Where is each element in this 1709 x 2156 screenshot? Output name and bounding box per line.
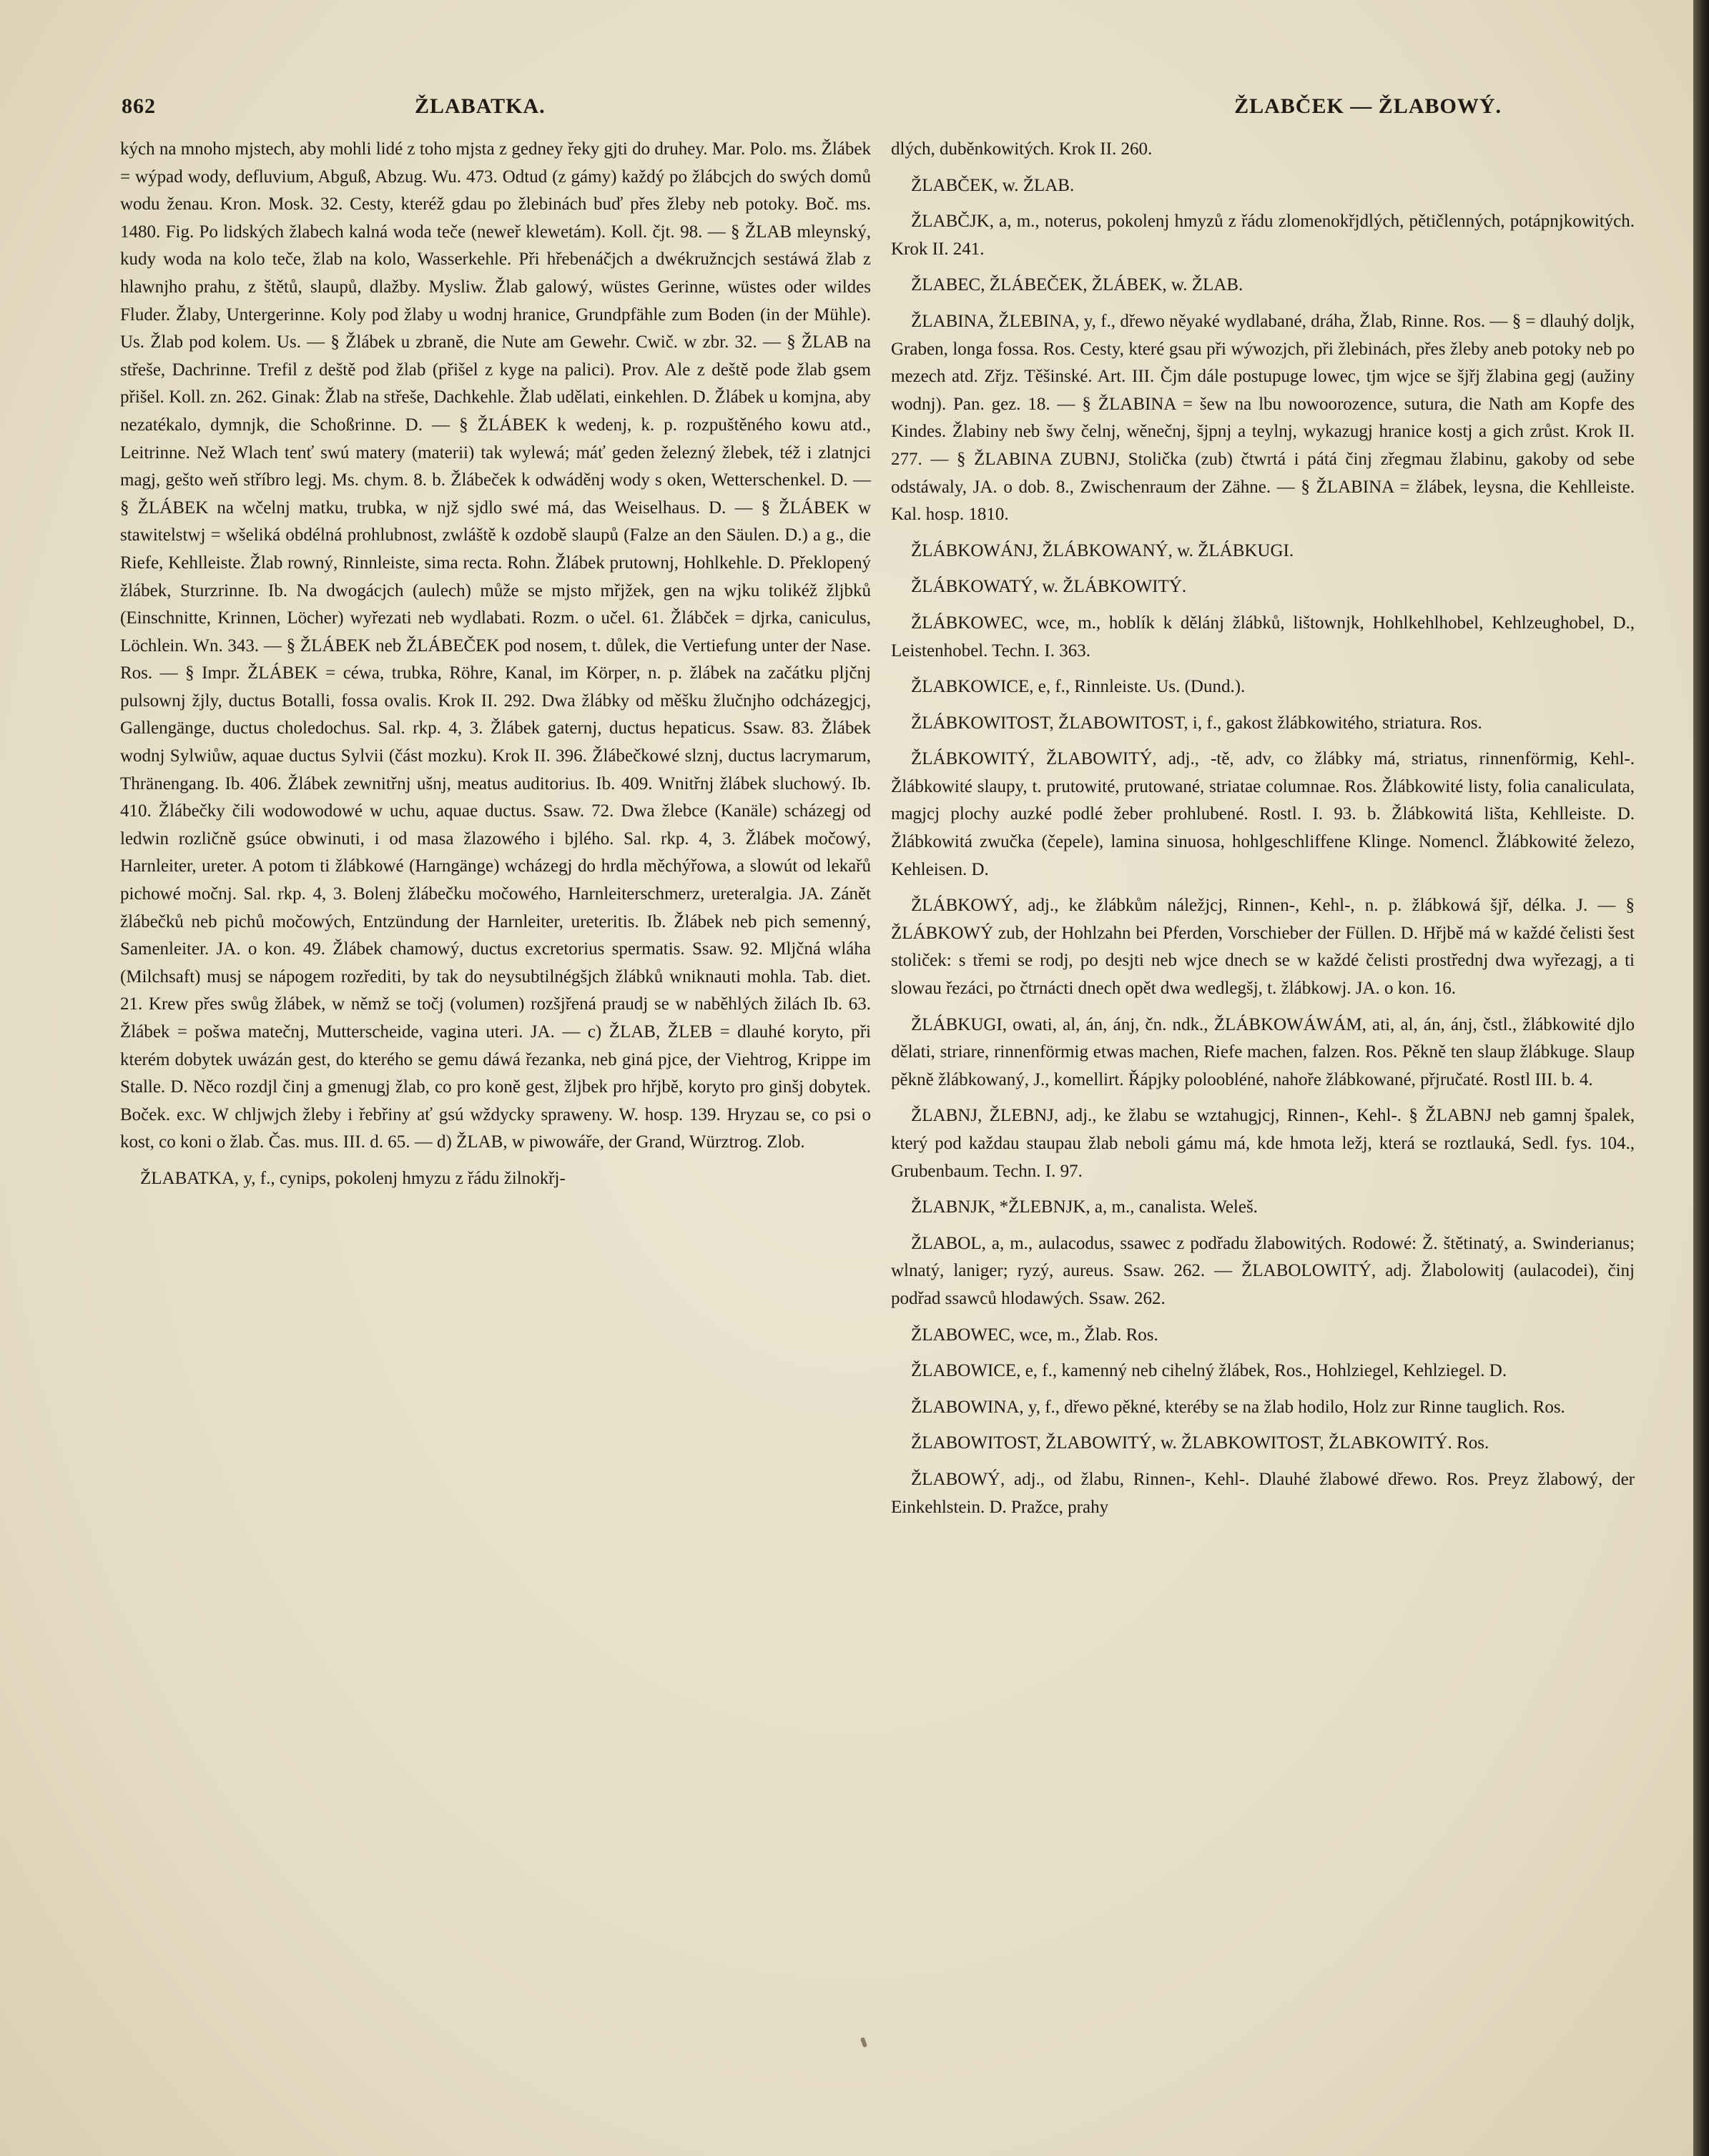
entry-zlabatka-continued: dlých, duběnkowitých. Krok II. 260. — [891, 139, 1153, 159]
right-running-head: ŽLABČEK — ŽLABOWÝ. — [1234, 94, 1502, 118]
entry-zlabkowec: ŽLÁBKOWEC, wce, m., hoblík k dělánj žlábků, lištownjk, Hohlkehlhobel, Kehlzeughobel, D., Leistenhobel. Techn. I. 363. — [891, 613, 1635, 661]
right-column — [891, 136, 1635, 1530]
entry-zlabkowice: ŽLABKOWICE, e, f., Rinnleiste. Us. (Dund.). — [911, 677, 1246, 697]
page-number: 862 — [122, 94, 156, 118]
entry-zlabowec: ŽLABOWEC, wce, m., Žlab. Ros. — [911, 1325, 1158, 1345]
entry-zlabcjk: ŽLABČJK, a, m., noterus, pokolenj hmyzů z řádu zlomenokřjdlých, pětičlenných, potápnjkowitých. Krok II. 241. — [891, 212, 1635, 259]
book-spine-edge — [1693, 0, 1709, 2156]
entry-zlabowice: ŽLABOWICE, e, f., kamenný neb cihelný žlábek, Ros., Hohlziegel, Kehlziegel. D. — [911, 1361, 1507, 1381]
entry-zlabnjk: ŽLABNJK, *ŽLEBNJK, a, m., canalista. Weleš. — [911, 1197, 1258, 1217]
entry-zlabkowity: ŽLÁBKOWITÝ, ŽLABOWITÝ, adj., -tě, adv, co žlábky má, striatus, rinnenförmig, Kehl-. Žlábkowité slaupy, t. prutowité, prutowané, striatae columnae. Ros. Žlábkowité listy, folia canaliculata, magjcj plochy auzké podlé žeber prohlubené. Rostl. I. 93. b. Žlábkowitá lišta, Kehlleiste. D. Žlábkowitá zwučka (čepele), lamina sinuosa, hohlgeschliffene Klinge. Nomencl. Žlábkowité železo, Kehleisen. D. — [891, 749, 1635, 879]
entry-continuation: kých na mnoho mjstech, aby mohli lidé z toho mjsta z gedney řeky gjti do druhey. Mar. Polo. ms. Žlábek = wýpad wody, defluvium, Abguß, Abzug. Wu. 473. Odtud (z gámy) každý po žlábcjch do swých domů wodu ženau. Kron. Mosk. 32. Cesty, kteréž gdau po žlebinách buď přes žleby neb potoky. Boč. ms. 1480. Fig. Po lidských žlabech kalná woda teče (neweř klewetám). Koll. čjt. 98. — § ŽLAB mleynský, kudy woda na kolo teče, žlab na kolo, Wasserkehle. Při hřebenáčjch a dwékružncjch sestáwá žlab z hlawnjho prahu, z štětů, slaupů, dlažby. Mysliw. Žlab galowý, wüstes Gerinne, wüstes oder wildes Fluder. Žlaby, Untergerinne. Koly pod žlaby u wodnj hranice, Grundpfähle zum Boden (in der Mühle). Us. Žlab pod kolem. Us. — § Žlábek u zbraně, die Nute am Gewehr. Cwič. w zbr. 32. — § ŽLAB na střeše, Dachrinne. Trefil z deště pod žlab (přišel z kyge na palici). Prov. Ale z deště pode žlab gsem přišel. Koll. zn. 262. Ginak: Žlab na střeše, Dachkehle. Žlab udělati, einkehlen. D. Žlábek u komjna, aby nezatékalo, dymnjk, die Schoßrinne. D. — § ŽLÁBEK k wedenj, k. p. rozpuštěného kowu atd., Leitrinne. Než Wlach tenť swú matery (materii) tak wylewá; máť geden železný žlebek, též i zlatnjci magj, gešto weň stříbro legj. Ms. chym. 8. b. Žlábeček k odwáděnj wody s oken, Wetterschenkel. D. — § ŽLÁBEK na wčelnj matku, trubka, w njž sjdlo swé má, das Weiselhaus. D. — § ŽLÁBEK w stawitelstwj = wšeliká obdélná prohlubnost, zwláště k ozdobě slaupů (Falze an den Säulen. D.) a g., die Riefe, Kehlleiste. Žlab rowný, Rinnleiste, sima recta. Rohn. Žlábek prutownj, Hohlkehle. D. Překlopený žlábek, Sturzrinne. Ib. Na dwogácjch (aulech) může se mjsto mřjžek, gen na wjku tolikéž žljbků (Einschnitte, Krinnen, Löcher) wyřezati neb wydlabati. Rozm. o učel. 61. Žlábček = djrka, caniculus, Löchlein. Wn. 343. — § ŽLÁBEK neb ŽLÁBEČEK pod nosem, t. důlek, die Vertiefung unter der Nase. Ros. — § Impr. ŽLÁBEK = céwa, trubka, Röhre, Kanal, im Körper, n. p. žlábek na začátku pljčnj pulsownj žjly, ductus Botalli, fossa ovalis. Krok II. 292. Dwa žlábky od měšku žlučnjho odcházegjcj, Gallengänge, ductus choledochus. Sal. rkp. 4, 3. Žlábek gaternj, ductus hepaticus. Ssaw. 83. Žlábek wodnj Sylwiůw, aquae ductus Sylvii (část mozku). Krok II. 396. Žlábečkowé slznj, ductus lacrymarum, Thränengang. Ib. 406. Žlábek zewnitřnj ušnj, meatus auditorius. Ib. 409. Wnitřnj žlábek sluchowý. Ib. 410. Žlábečky čili wodowodowé w uchu, aquae ductus. Ssaw. 72. Dwa žlebce (Kanäle) scházegj od ledwin rozličně gsúce obwinuti, i od masa žlazowého i bjlého. Sal. rkp. 4, 3. Žlábek močowý, Harnleiter, ureter. A potom ti žlábkowé (Harngänge) wcházegj do hrdla měchýřowa, a slowút od lekařů pichowé močnj. Sal. rkp. 4, 3. Bolenj žlábečku močowého, Harnleiterschmerz, ureteralgia. JA. Zánět žlábečků neb pichů močowých, Entzündung der Harnleiter, ureteritis. Ib. Žlábek neb pich semenný, Samenleiter. JA. o kon. 49. Žlábek chamowý, ductus excretorius spermatis. Ssaw. 92. Mljčná wláha (Milchsaft) musj se nápogem rozřediti, by tak do neysubtilnégšjch žlábků wniknauti mohla. Tab. diet. 21. Krew přes swůg žlábek, w němž se točj (volumen) rozšjřená praudj se w naběhlých žilách Ib. 63. Žlábek = pošwa matečnj, Mutterscheide, vagina uteri. JA. — c) ŽLAB, ŽLEB = dlauhé koryto, při kterém dobytek uwázán gest, do kterého se gemu dáwá řezanka, neb giná pjce, der Viehtrog, Krippe im Stalle. D. Něco rozdjl činj a gmenugj žlab, co pro koně gest, žljbek pro hřjbě, koryto pro ginšj dobytek. Boček. exc. W chljwjch žleby i řebřiny ať gsú wždycky spraweny. W. hosp. 139. Hryzau se, co psi o kost, co koni o žlab. Čas. mus. III. d. 65. — d) ŽLAB, w piwowáře, der Grand, Würztrog. Zlob. — [120, 139, 871, 1152]
entry-zlabkugi: ŽLÁBKUGI, owati, al, án, ánj, čn. ndk., ŽLÁBKOWÁWÁM, ati, al, án, ánj, čstl., žlábkowité djlo dělati, striare, rinnenförmig etwas machen, Riefe machen, falzen. Ros. Pěkně ten slaup žlábkuge. Slaup pěkně žlábkowaný, J., komellirt. Řápjky poloobléné, nahoře žlábkowané, přjručaté. Rostl III. b. 4. — [891, 1014, 1635, 1089]
ink-mark — [860, 2037, 867, 2047]
entry-zlabec: ŽLABEC, ŽLÁBEČEK, ŽLÁBEK, w. ŽLAB. — [911, 275, 1243, 295]
left-running-head: ŽLABATKA. — [415, 94, 546, 118]
entry-zlabatka: ŽLABATKA, y, f., cynips, pokolenj hmyzu z řádu žilnokřj- — [140, 1168, 566, 1188]
entry-zlabkowaty: ŽLÁBKOWATÝ, w. ŽLÁBKOWITÝ. — [911, 577, 1187, 597]
entry-zlabowy: ŽLABOWÝ, adj., od žlabu, Rinnen-, Kehl-. Dlauhé žlabowé dřewo. Ros. Preyz žlabowý, der Einkehlstein. D. Pražce, prahy — [891, 1469, 1635, 1517]
entry-zlabnj: ŽLABNJ, ŽLEBNJ, adj., ke žlabu se wztahugjcj, Rinnen-, Kehl-. § ŽLABNJ neb gamnj špalek, který pod každau staupau žlab neboli gámu má, kde hmota ležj, která se roztlauká, Sedl. fys. 104., Grubenbaum. Techn. I. 97. — [891, 1106, 1635, 1181]
entry-zlabkowitost: ŽLÁBKOWITOST, ŽLABOWITOST, i, f., gakost žlábkowitého, striatura. Ros. — [911, 713, 1482, 733]
entry-zlabowitost: ŽLABOWITOST, ŽLABOWITÝ, w. ŽLABKOWITOST, ŽLABKOWITÝ. Ros. — [911, 1433, 1489, 1453]
entry-zlabowina: ŽLABOWINA, y, f., dřewo pěkné, kteréby se na žlab hodilo, Holz zur Rinne tauglich. Ros. — [911, 1397, 1565, 1417]
entry-zlabkowy: ŽLÁBKOWÝ, adj., ke žlábkům náležjcj, Rinnen-, Kehl-, n. p. žlábkowá šjř, délka. J. — § ŽLÁBKOWÝ zub, der Hohlzahn bei Pferden, Vorschieber der Füllen. D. Hřjbě má w každé čelisti šest stoliček: s třemi se rodj, po desjti neb wjce dnech se w každé čelisti prostřednj dwa wyřezagj, a ti slowau řezáci, po čtrnácti dnech opět dwa wedlegšj, t. žlábkowj. JA. o kon. 16. — [891, 896, 1635, 999]
entry-zlabina: ŽLABINA, ŽLEBINA, y, f., dřewo něyaké wydlabané, dráha, Žlab, Rinne. Ros. — § = dlauhý doljk, Graben, longa fossa. Ros. Cesty, které gsau při wýwozjch, při žlebinách, přes žleby aneb potoky neb po mezech atd. Zřjz. Těšinské. Art. III. Čjm dále postupuge lowec, tjm wjce se šjřj žlabina gegj (aužiny wodnj). Pan. gez. 18. — § ŽLABINA = šew na lbu nowoorozence, sutura, die Nath am Kopfe des Kindes. Žlabiny neb šwy čelnj, wěnečnj, šjpnj a teylnj, wykazugj hranice kostj a gich zrůst. Krok II. 277. — § ŽLABINA ZUBNJ, Stolička (zub) čtwrtá i pátá činj zřegmau žlabinu, gakoby od sebe odstáwaly, JA. o dob. 8., Zwischenraum der Zähne. — § ŽLABINA = žlábek, leysna, die Kehlleiste. Kal. hosp. 1810. — [891, 311, 1635, 525]
entry-zlabol: ŽLABOL, a, m., aulacodus, ssawec z podřadu žlabowitých. Rodowé: Ž. štětinatý, a. Swinderianus; wlnatý, laniger; ryzý, aureus. Ssaw. 262. — ŽLABOLOWITÝ, adj. Žlabolowitj (aulacodei), činj podřad ssawců hlodawých. Ssaw. 262. — [891, 1233, 1635, 1308]
page-header — [100, 86, 1645, 129]
entry-zlabcek: ŽLABČEK, w. ŽLAB. — [911, 175, 1075, 195]
entry-zlabkowanj: ŽLÁBKOWÁNJ, ŽLÁBKOWANÝ, w. ŽLÁBKUGI. — [911, 540, 1294, 560]
left-column — [120, 136, 871, 1202]
